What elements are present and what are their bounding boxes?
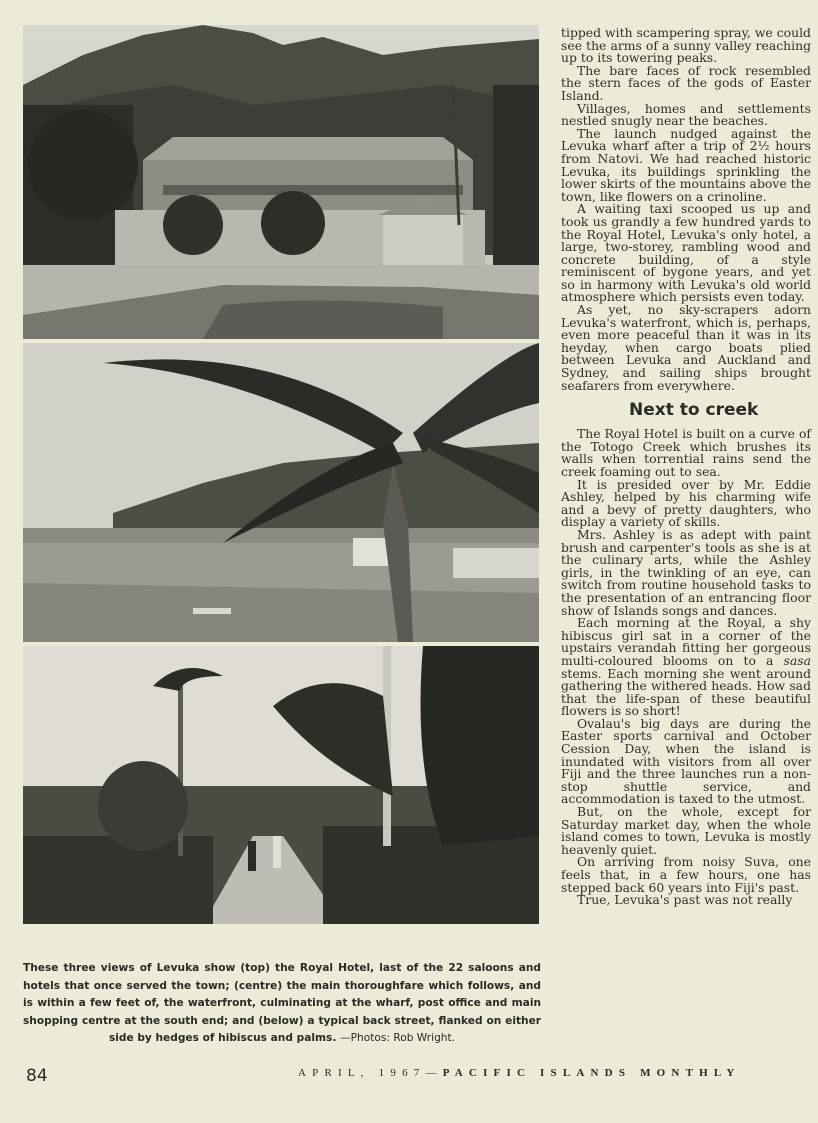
subheading: Next to creek <box>629 400 759 421</box>
italic-word: sasa <box>783 652 811 668</box>
article-paragraph: As yet, no sky-scrapers adorn Levuka's waterfront, which is, perhaps, even more peaceful than it was in its heyday, when cargo boats plied between Levuka and Auckland and Sydney, and sailing ships brought seafarers from everywhere. <box>561 302 811 393</box>
article-paragraph: But, on the whole, except for Saturday market day, when the whole island comes to town, Levuka is mostly heavenly quiet. <box>561 804 811 857</box>
article-paragraph: It is presided over by Mr. Eddie Ashley, helped by his charming wife and a bevy of pretty daughters, who display a variety of skills. <box>561 476 811 530</box>
photo-back-street <box>23 646 539 924</box>
article-paragraph: The bare faces of rock resembled the stern faces of the gods of Easter Island. <box>561 62 811 103</box>
photo-caption <box>23 960 541 1048</box>
caption-credit: —Photos: Rob Wright. <box>340 1032 456 1045</box>
paragraph-text: Each morning at the Royal, a shy hibiscus girl sat in a corner of the upstairs verandah fitting her gorgeous multi-coloured blooms on to a <box>561 615 811 668</box>
article-column <box>561 27 811 907</box>
article-paragraph: Ovalau's big days are during the Easter sports carnival and October Cession Day, when the island is inundated with visitors from all over Fiji and the three launches run a non-stop shuttle service, and accommodation is taxed to the utmost. <box>561 715 811 807</box>
article-paragraph: Villages, homes and settlements nestled snugly near the beaches. <box>561 100 811 129</box>
page-number: 84 <box>26 1066 48 1086</box>
footer-issue: APRIL, 1967— <box>298 1067 443 1079</box>
article-paragraph: True, Levuka's past was not really <box>577 892 793 908</box>
article-paragraph: On arriving from noisy Suva, one feels that, in a few hours, one has stepped back 60 years into Fiji's past. <box>561 854 811 895</box>
article-paragraph: A waiting taxi scooped us up and took us grandly a few hundred yards to the Royal Hotel, Levuka's only hotel, a large, two-storey, rambling wood and concrete building, of a style reminiscent of bygone years, and yet so in harmony with Levuka's old world atmosphere which persists even today. <box>561 201 811 305</box>
footer-magazine: PACIFIC ISLANDS MONTHLY <box>442 1067 741 1079</box>
article-paragraph <box>561 617 811 718</box>
article-paragraph: The launch nudged against the Levuka wharf after a trip of 2½ hours from Natovi. We had reached historic Levuka, its buildings sprinkling the lower skirts of the mountains above the town, like flowers on a crinoline. <box>561 125 811 204</box>
article-paragraph: The Royal Hotel is built on a curve of the Totogo Creek which brushes its walls when torrential rains send the creek foaming out to sea. <box>561 426 811 479</box>
photo-royal-hotel <box>23 25 539 339</box>
paragraph-text: stems. Each morning she went around gathering the withered heads. How sad that the life-span of these beautiful flowers is so short! <box>561 665 811 719</box>
photo-waterfront <box>23 343 539 642</box>
caption-text: These three views of Levuka show (top) the Royal Hotel, last of the 22 saloons and hotels that once served the town; (centre) the main thoroughfare which follows, and is within a few feet of, the waterfront, culminating at the wharf, post office and main shopping centre at the south end; and (below) a typical back street, flanked on either side by hedges of hibiscus and palms. <box>23 962 541 1045</box>
running-footer <box>298 1067 818 1079</box>
article-paragraph: Mrs. Ashley is as adept with paint brush and carpenter's tools as she is at the culinary arts, while the Ashley girls, in the twinkling of an eye, can switch from routine household tasks to the presentation of an entrancing floor show of Islands songs and dances. <box>561 526 811 618</box>
article-paragraph: tipped with scampering spray, we could see the arms of a sunny valley reaching up to its towering peaks. <box>561 25 811 66</box>
